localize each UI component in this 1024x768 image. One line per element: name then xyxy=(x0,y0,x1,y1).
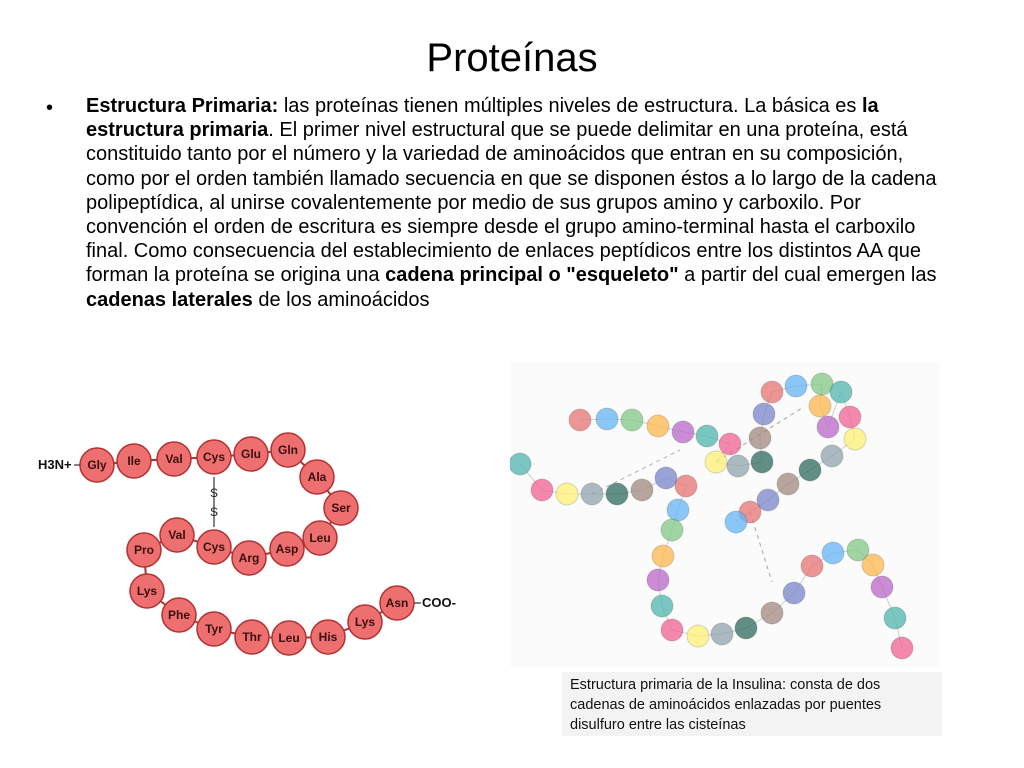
amino-acid-bead xyxy=(162,598,196,632)
amino-acid-label: Arg xyxy=(238,551,260,565)
insulin-chain-a-bead xyxy=(696,425,718,447)
insulin-chain-a-bead xyxy=(785,375,807,397)
insulin-chain-b-bead xyxy=(711,623,733,645)
insulin-chain-b-bead xyxy=(862,554,884,576)
amino-acid-bead xyxy=(311,620,345,654)
insulin-chain-a-bead xyxy=(830,381,852,403)
amino-acid-label: Gly xyxy=(87,458,107,472)
insulin-chain-a-bead xyxy=(647,415,669,437)
amino-acid-label: Val xyxy=(165,452,183,466)
amino-acid-label: Lys xyxy=(354,615,376,629)
insulin-chain-b-bead xyxy=(783,582,805,604)
amino-acid-bead xyxy=(80,448,114,482)
insulin-chain-b-bead xyxy=(675,475,697,497)
amino-acid-label: Ser xyxy=(331,501,351,515)
amino-acid-label: Thr xyxy=(242,630,262,644)
amino-acid-label: Asn xyxy=(385,596,409,610)
insulin-chain-a-bead xyxy=(727,455,749,477)
insulin-chain-b-bead xyxy=(761,602,783,624)
amino-acid-label: Tyr xyxy=(205,622,223,636)
insulin-chain-b-bead xyxy=(735,617,757,639)
amino-acid-label: His xyxy=(318,630,338,644)
insulin-chain-a-bead xyxy=(725,511,747,533)
amino-acid-label: Ala xyxy=(307,470,327,484)
bullet-plain-text: de los aminoácidos xyxy=(252,288,430,311)
amino-acid-bead xyxy=(235,620,269,654)
insulin-chain-b-bead xyxy=(631,479,653,501)
amino-acid-bead xyxy=(130,574,164,608)
amino-acid-bead xyxy=(324,491,358,525)
amino-acid-bead xyxy=(300,460,334,494)
amino-acid-label: Lys xyxy=(136,584,158,598)
amino-acid-label: Leu xyxy=(278,631,300,645)
bullet-item xyxy=(46,94,956,312)
insulin-chain-b-bead xyxy=(652,545,674,567)
disulfide-sulfur-2: S xyxy=(209,505,219,519)
insulin-diagram xyxy=(510,362,940,667)
insulin-chain-b-bead xyxy=(655,467,677,489)
amino-acid-label: Cys xyxy=(202,540,226,554)
amino-acid-label: Val xyxy=(168,528,186,542)
insulin-chain-a-bead xyxy=(596,408,618,430)
insulin-chain-a-bead xyxy=(799,459,821,481)
amino-acid-bead xyxy=(380,586,414,620)
insulin-chain-b-bead xyxy=(531,479,553,501)
bullet-dot: • xyxy=(46,97,54,119)
amino-acid-bead xyxy=(157,442,191,476)
insulin-chain-a-bead xyxy=(753,403,775,425)
bullet-plain-text: . El primer nivel estructural que se puede delimitar en una proteína, está constituido tanto por el número y la variedad de aminoácidos que entran en su composición, como por el orden también llamado secuencia en que se disponen éstos a lo largo de la cadena polipeptídica, al unirse covalentemente por medio de sus grupos amino y carboxilo. Por convención el orden de escritura es siempre desde el grupo amino-terminal hasta el carboxilo final. Como consecuencia del establecimiento de enlaces peptídicos entre los distintos AA que forman la proteína se origina una xyxy=(86,119,937,287)
amino-acid-label: Cys xyxy=(202,450,226,464)
insulin-chain-a-bead xyxy=(751,451,773,473)
insulin-chain-b-bead xyxy=(884,607,906,629)
bullet-bold-text: Estructura Primaria: xyxy=(86,95,279,117)
insulin-chain-a-bead xyxy=(749,427,771,449)
slide-title: Proteínas xyxy=(426,36,598,80)
insulin-chain-a-bead xyxy=(569,409,591,431)
insulin-chain-b-bead xyxy=(822,542,844,564)
amino-acid-bead xyxy=(271,433,305,467)
insulin-chain-b-bead xyxy=(510,453,531,475)
amino-acid-label: Pro xyxy=(133,543,155,557)
c-terminus-label: COO- xyxy=(422,595,456,610)
insulin-chain-b-bead xyxy=(661,619,683,641)
insulin-chain-b-bead xyxy=(871,576,893,598)
bullet-bold-text: cadenas laterales xyxy=(86,288,253,311)
insulin-chain-b-bead xyxy=(891,637,913,659)
insulin-chain-b-bead xyxy=(801,555,823,577)
amino-acid-bead xyxy=(232,541,266,575)
amino-acid-bead xyxy=(272,621,306,655)
insulin-chain-b-bead xyxy=(606,483,628,505)
amino-acid-bead xyxy=(117,444,151,478)
insulin-chain-a-bead xyxy=(809,395,831,417)
insulin-chain-a-bead xyxy=(821,445,843,467)
insulin-chain-a-bead xyxy=(672,421,694,443)
insulin-chain-a-bead xyxy=(705,451,727,473)
amino-acid-bead xyxy=(197,530,231,564)
bullet-bold-text: la estructura primaria xyxy=(86,95,879,142)
bullet-plain-text: las proteínas tienen múltiples niveles de estructura. La básica es xyxy=(278,95,862,117)
insulin-caption: Estructura primaria de la Insulina: consta de dos cadenas de aminoácidos enlazadas por puentes disulfuro entre las cisteínas xyxy=(562,672,942,736)
insulin-chain-b-bead xyxy=(661,519,683,541)
amino-acid-label: Phe xyxy=(167,608,191,622)
amino-acid-bead xyxy=(303,521,337,555)
insulin-chain-b-bead xyxy=(647,569,669,591)
insulin-chain-b-bead xyxy=(687,625,709,647)
primary-structure-diagram xyxy=(30,425,470,670)
amino-acid-bead xyxy=(234,437,268,471)
disulfide-sulfur-1: S xyxy=(209,486,219,500)
insulin-chain-a-bead xyxy=(621,409,643,431)
bullet-plain-text: a partir del cual emergen las xyxy=(678,264,937,287)
amino-acid-label: Ile xyxy=(127,454,141,468)
amino-acid-bead xyxy=(197,612,231,646)
amino-acid-label: Asp xyxy=(275,542,299,556)
insulin-chain-a-bead xyxy=(761,381,783,403)
amino-acid-bead xyxy=(197,440,231,474)
insulin-chain-a-bead xyxy=(777,473,799,495)
insulin-chain-b-bead xyxy=(581,483,603,505)
insulin-chain-b-bead xyxy=(667,499,689,521)
amino-acid-bead xyxy=(160,518,194,552)
insulin-chain-a-bead xyxy=(817,416,839,438)
insulin-chain-a-bead xyxy=(839,406,861,428)
amino-acid-label: Leu xyxy=(309,531,331,545)
bullet-text xyxy=(86,94,956,312)
bullet-bold-text: cadena principal o "esqueleto" xyxy=(385,264,679,287)
amino-acid-bead xyxy=(270,532,304,566)
insulin-chain-a-bead xyxy=(844,428,866,450)
insulin-chain-a-bead xyxy=(719,433,741,455)
amino-acid-label: Gln xyxy=(278,443,298,457)
n-terminus-label: H3N+ xyxy=(38,457,72,472)
amino-acid-bead xyxy=(127,533,161,567)
insulin-chain-b-bead xyxy=(556,483,578,505)
insulin-chain-b-bead xyxy=(651,595,673,617)
amino-acid-bead xyxy=(348,605,382,639)
amino-acid-label: Glu xyxy=(241,447,261,461)
